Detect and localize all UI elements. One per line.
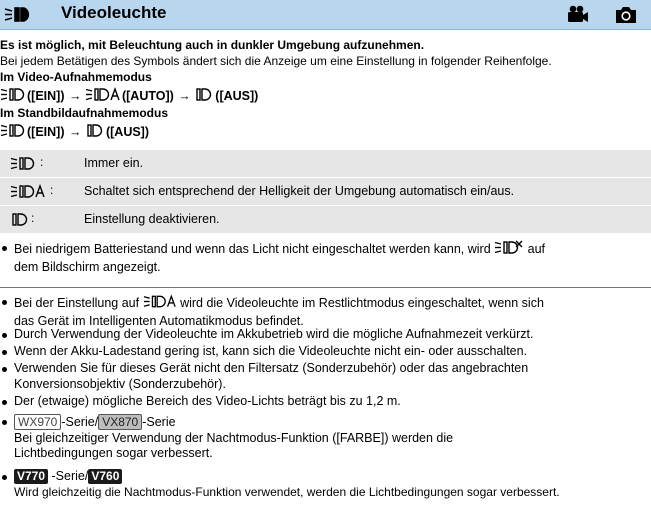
colon: :: [31, 211, 35, 225]
light-auto-icon: [10, 184, 48, 204]
section-header: [0, 0, 651, 30]
row-description: Immer ein.: [84, 156, 144, 170]
seq-on-label: ([EIN]): [27, 125, 65, 139]
seq-off-label: ([AUS]): [215, 89, 259, 103]
light-icon: [4, 6, 34, 28]
bullet-text: Verwenden Sie für dieses Gerät nicht den Filtersatz (Sonderzubehör) oder das angebrachten: [14, 361, 529, 375]
row-description: Einstellung deaktivieren.: [84, 212, 220, 226]
bullet-text: Konversionsobjektiv (Sonderzubehör).: [14, 376, 226, 391]
video-mode-sequence: [0, 87, 259, 105]
model-tag-v770: V770: [14, 469, 48, 484]
bullet-text: Wird gleichzeitig die Nachtmodus-Funktion verwendet, werden die Lichtbedingungen sogar verbessert.: [14, 484, 560, 499]
light-auto-icon: [143, 294, 177, 314]
mode-table: [0, 150, 651, 234]
bullet-dot: [2, 475, 7, 480]
bullet-text: -Serie: [142, 415, 176, 429]
model-tag-v760: V760: [88, 469, 122, 484]
colon: :: [40, 155, 44, 169]
light-off-icon: [10, 212, 30, 232]
note1-after: auf: [527, 242, 546, 256]
light-unavailable-icon: [494, 240, 524, 260]
bullet-text: Bei der Einstellung auf: [14, 296, 140, 310]
bullet-dot: [2, 350, 7, 355]
table-row: [0, 178, 651, 206]
bullet-text: Wenn der Akku-Ladestand gering ist, kann sich die Videoleuchte nicht ein- oder ausschalten.: [14, 344, 528, 358]
bullet-text: wird die Videoleuchte im Restlichtmodus eingeschaltet, wenn sich: [180, 296, 544, 310]
page-title: Videoleuchte: [61, 3, 167, 22]
video-mode-heading: Im Video-Aufnahmemodus: [0, 70, 152, 84]
list-item: [0, 394, 645, 410]
note1-line2: dem Bildschirm angezeigt.: [14, 259, 161, 274]
bullet-dot: [2, 300, 7, 305]
intro-text: Bei jedem Betätigen des Symbols ändert sich die Anzeige um eine Einstellung in folgender Reihenfolge.: [0, 54, 552, 68]
intro-heading: Es ist möglich, mit Beleuchtung auch in dunkler Umgebung aufzunehmen.: [0, 38, 425, 52]
video-camera-icon: [567, 5, 589, 28]
light-on-icon: [10, 156, 38, 176]
bullet-dot: [2, 367, 7, 372]
photo-camera-icon: [614, 5, 638, 29]
bullet-text: Durch Verwendung der Videoleuchte im Akkubetrieb wird die mögliche Aufnahmezeit verkürzt.: [14, 327, 534, 341]
light-on-icon: [0, 123, 26, 141]
seq-auto-label: ([AUTO]): [121, 89, 174, 103]
table-row: [0, 150, 651, 178]
list-item: [0, 294, 645, 329]
bullet-text: Der (etwaige) mögliche Bereich des Video-Lichts beträgt bis zu 1,2 m.: [14, 394, 401, 408]
colon: :: [50, 183, 54, 197]
seq-on-label: ([EIN]): [27, 89, 65, 103]
model-tag-wx970: WX970: [14, 414, 61, 430]
light-on-icon: [0, 87, 26, 105]
model-tag-vx870: VX870: [98, 414, 142, 430]
bullet-text: -Serie/: [51, 469, 89, 483]
note1-text: Bei niedrigem Batteriestand und wenn das Licht nicht eingeschaltet werden kann, wird: [14, 242, 491, 256]
light-off-icon: [85, 123, 105, 141]
seq-off-label: ([AUS]): [105, 125, 150, 139]
divider: [0, 287, 651, 288]
bullet-dot: [2, 400, 7, 405]
list-item: [0, 240, 645, 275]
arrow: →: [68, 89, 82, 103]
bullet-dot: [2, 333, 7, 338]
list-item: [0, 414, 645, 462]
bullet-dot: [2, 420, 7, 425]
arrow: →: [178, 89, 191, 103]
light-off-icon: [194, 87, 214, 105]
list-item: [0, 469, 645, 500]
bullet-dot: [2, 246, 7, 251]
photo-mode-sequence: [0, 123, 150, 141]
bullet-text: Bei gleichzeitiger Verwendung der Nachtmodus-Funktion ([FARBE]) werden die: [14, 430, 454, 445]
bullet-text: das Gerät im Intelligenten Automatikmodus befindet.: [14, 313, 304, 328]
list-item: [0, 361, 645, 392]
list-item: [0, 344, 645, 360]
photo-mode-heading: Im Standbildaufnahmemodus: [0, 106, 169, 120]
bullet-text: -Serie/: [61, 415, 99, 429]
bullet-text: Lichtbedingungen sogar verbessert.: [14, 446, 213, 460]
arrow: →: [68, 125, 82, 139]
light-auto-icon: [85, 87, 121, 105]
row-description: Schaltet sich entsprechend der Helligkeit der Umgebung automatisch ein/aus.: [84, 184, 515, 198]
list-item: [0, 327, 645, 343]
table-row: [0, 206, 651, 234]
